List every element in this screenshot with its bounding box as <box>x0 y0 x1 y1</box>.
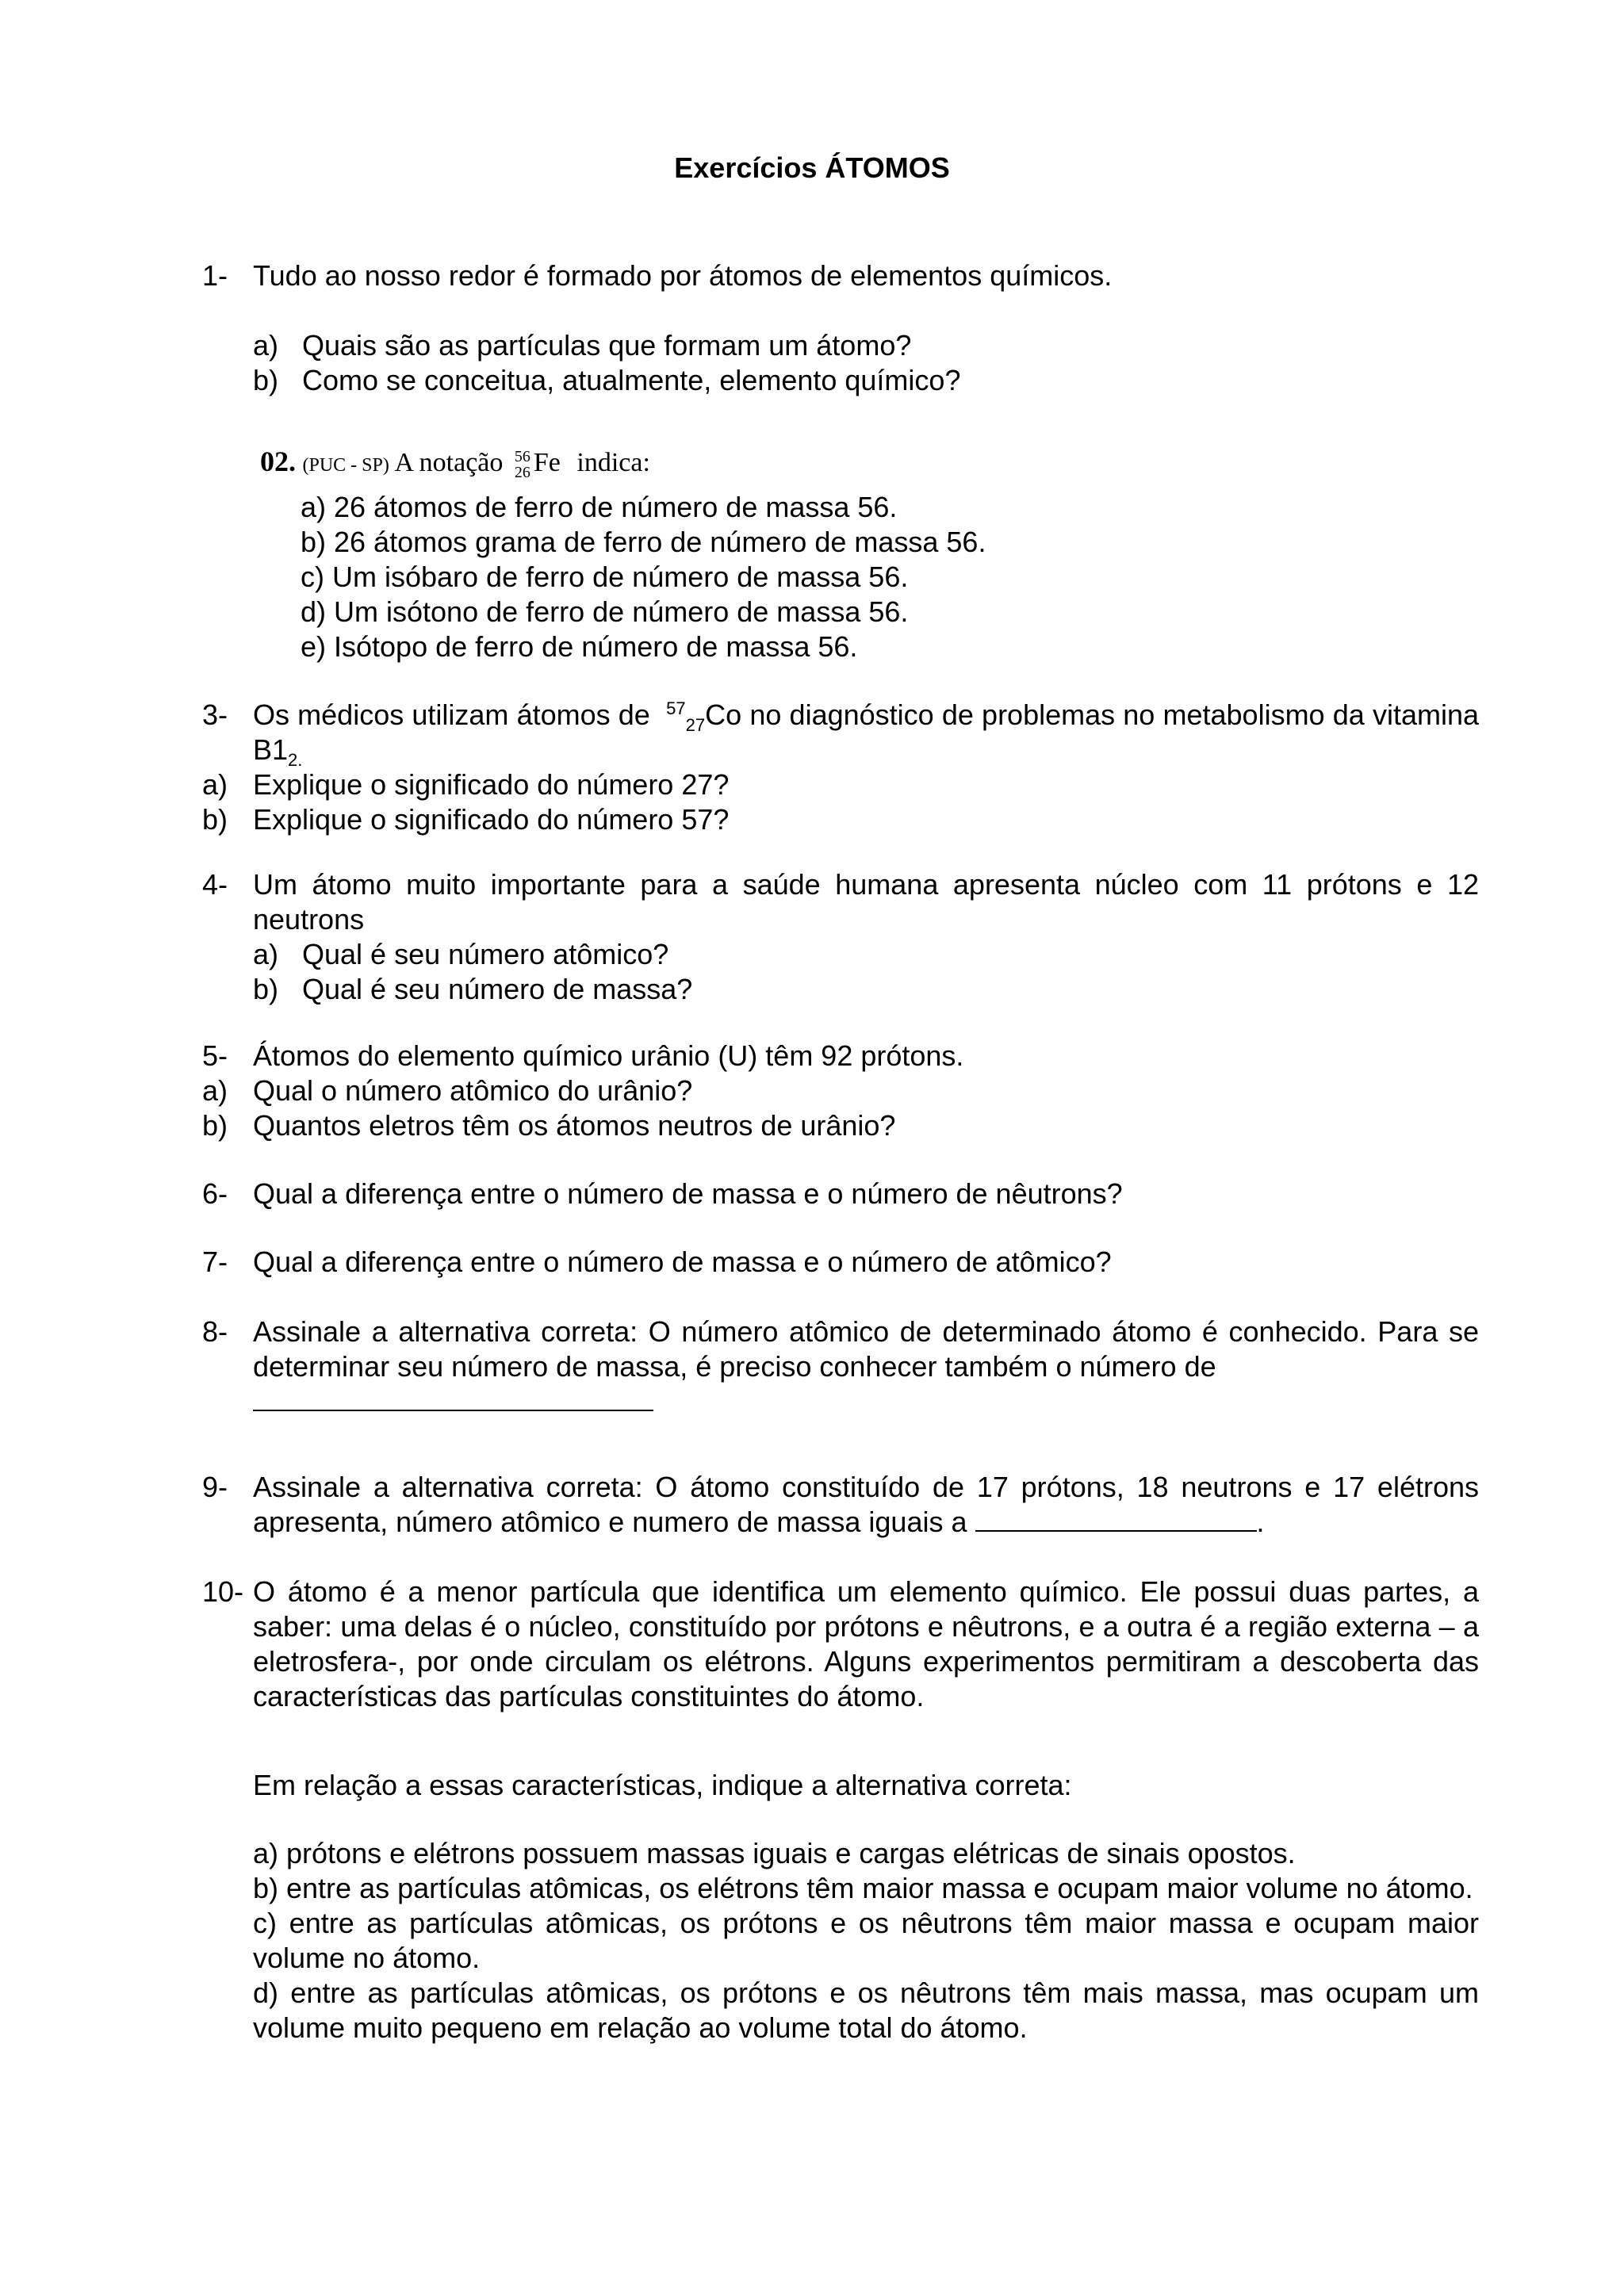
option-item: a) 26 átomos de ferro de número de massa 56. <box>301 491 898 523</box>
sub-item: a) Qual é seu número atômico? <box>253 938 669 970</box>
question-1 <box>202 258 1479 398</box>
question-10: 10- O átomo é a menor partícula que identifica um elemento químico. Ele possui duas partes, a saber: uma delas é o núcleo, constituído por prótons e nêutrons, e a outra é a região externa – a eletrosfera-, por onde circulam os elétrons. Alguns experimentos permitiram a descoberta das características das partículas constituintes do átomo. Em relação a essas características, indique a alternativa correta: a) prótons e elétrons possuem massas iguais e cargas elétricas de sinais opostos. b) entre as partículas atômicas, os elétrons têm maior massa e ocupam maior volume no átomo. c) entre as partículas atômicas, os prótons e os nêutrons têm maior massa e ocupam maior volume no átomo. d) entre as partículas atômicas, os prótons e os nêutrons têm mais massa, mas ocupam um volume muito pequeno em relação ao volume total do átomo. <box>202 1575 1479 2044</box>
nuclide-notation: 56 26 <box>514 448 530 482</box>
question-4: 4- Um átomo muito importante para a saúde humana apresenta núcleo com 11 prótons e 12 neutrons a) Qual é seu número atômico? b) Qual é seu número de massa? <box>202 868 1479 1005</box>
option-item: b) entre as partículas atômicas, os elétrons têm maior massa e ocupam maior volume no átomo. <box>253 1872 1473 1904</box>
page-title: Exercícios ÁTOMOS <box>674 151 950 184</box>
option-item: e) Isótopo de ferro de número de massa 56. <box>301 630 858 663</box>
question-2-header: 02. (PUC - SP) A notação 56 26 Fe indica: <box>260 446 650 482</box>
question-2 <box>260 444 1537 483</box>
answer-blank[interactable] <box>975 1506 1257 1532</box>
question-6: 6- Qual a diferença entre o número de massa e o número de nêutrons? <box>202 1177 1123 1210</box>
question-prompt: Em relação a essas características, indique a alternativa correta: <box>253 1769 1072 1801</box>
sub-item: b) Qual é seu número de massa? <box>253 973 693 1005</box>
option-item: c) Um isóbaro de ferro de número de massa 56. <box>301 561 909 593</box>
sub-item: b) Quantos eletros têm os átomos neutros de urânio? <box>202 1109 896 1142</box>
option-item: c) entre as partículas atômicas, os prótons e os nêutrons têm maior massa e ocupam maior volume no átomo. <box>253 1907 1479 1974</box>
option-item: b) 26 átomos grama de ferro de número de massa 56. <box>301 526 986 558</box>
question-text: Tudo ao nosso redor é formado por átomos de elementos químicos. <box>253 259 1113 292</box>
sub-item: a) Explique o significado do número 27? <box>202 768 730 801</box>
sub-item: a) Quais são as partículas que formam um átomo? <box>253 329 912 362</box>
option-item: d) entre as partículas atômicas, os prótons e os nêutrons têm mais massa, mas ocupam um volume muito pequeno em relação ao volume total do átomo. <box>253 1976 1479 2044</box>
answer-blank[interactable] <box>253 1386 653 1411</box>
question-7: 7- Qual a diferença entre o número de massa e o número de atômico? <box>202 1246 1112 1278</box>
sub-item: b) Explique o significado do número 57? <box>202 803 730 836</box>
sub-item: a) Qual o número atômico do urânio? <box>202 1074 693 1107</box>
sub-item: b) Como se conceitua, atualmente, elemento químico? <box>253 364 961 396</box>
question-3: 3- Os médicos utilizam átomos de $^{57}_{27}$Co no diagnóstico de problemas no metabolismo da vitamina $B1_{2.}$ a) Explique o significado do número 27? b) Explique o significado do número 57? <box>202 698 1479 836</box>
option-item: d) Um isótono de ferro de número de massa 56. <box>301 595 909 628</box>
question-2-options <box>202 490 1479 664</box>
question-9: 9- Assinale a alternativa correta: O átomo constituído de 17 prótons, 18 neutrons e 17 elétrons apresenta, número atômico e numero de massa iguais a . <box>202 1471 1479 1538</box>
question-number: 1- <box>202 259 228 292</box>
option-item: a) prótons e elétrons possuem massas iguais e cargas elétricas de sinais opostos. <box>253 1837 1296 1869</box>
question-5: 5- Átomos do elemento químico urânio (U) têm 92 prótons. a) Qual o número atômico do urânio? b) Quantos eletros têm os átomos neutros de urânio? <box>202 1039 1479 1143</box>
question-8: 8- Assinale a alternativa correta: O número atômico de determinado átomo é conhecido. Para se determinar seu número de massa, é preciso conhecer também o número de <box>202 1314 1479 1419</box>
